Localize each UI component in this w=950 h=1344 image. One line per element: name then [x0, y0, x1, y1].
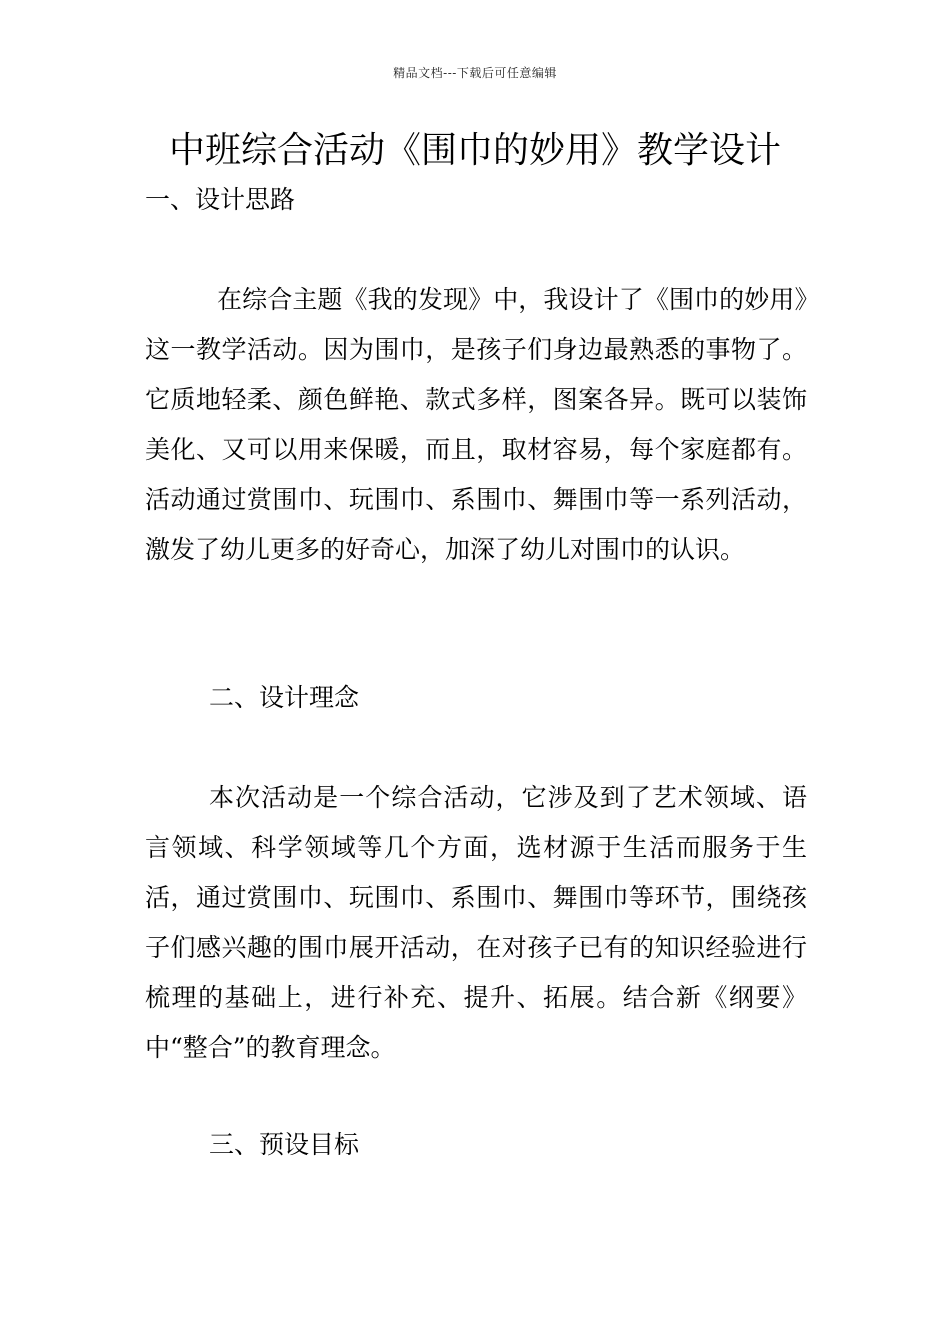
page-header: 精品文档---下载后可任意编辑 [393, 66, 557, 80]
section-body-design-idea: 在综合主题《我的发现》中，我设计了《围巾的妙用》这一教学活动。因为围巾，是孩子们身边最熟悉的事物了。它质地轻柔、颜色鲜艳、款式多样，图案各异。既可以装饰美化、又可以用来保暖，而且，取材容易，每个家庭都有。活动通过赏围巾、玩围巾、系围巾、舞围巾等一系列活动，激发了幼儿更多的好奇心，加深了幼儿对围巾的认识。 [145, 285, 807, 564]
document-title: 中班综合活动《围巾的妙用》教学设计 [168, 130, 781, 171]
section-heading-design-concept: 二、设计理念 [209, 683, 360, 712]
section-body-design-concept: 本次活动是一个综合活动，它涉及到了艺术领域、语言领域、科学领域等几个方面，选材源于生活而服务于生活，通过赏围巾、玩围巾、系围巾、舞围巾等环节，围绕孩子们感兴趣的围巾展开活动，在对孩子已有的知识经验进行梳理的基础上，进行补充、提升、拓展。结合新《纲要》中“整合”的教育理念。 [145, 783, 807, 1062]
section-heading-design-idea: 一、设计思路 [145, 185, 296, 214]
section-heading-preset-goals: 三、预设目标 [209, 1130, 360, 1159]
